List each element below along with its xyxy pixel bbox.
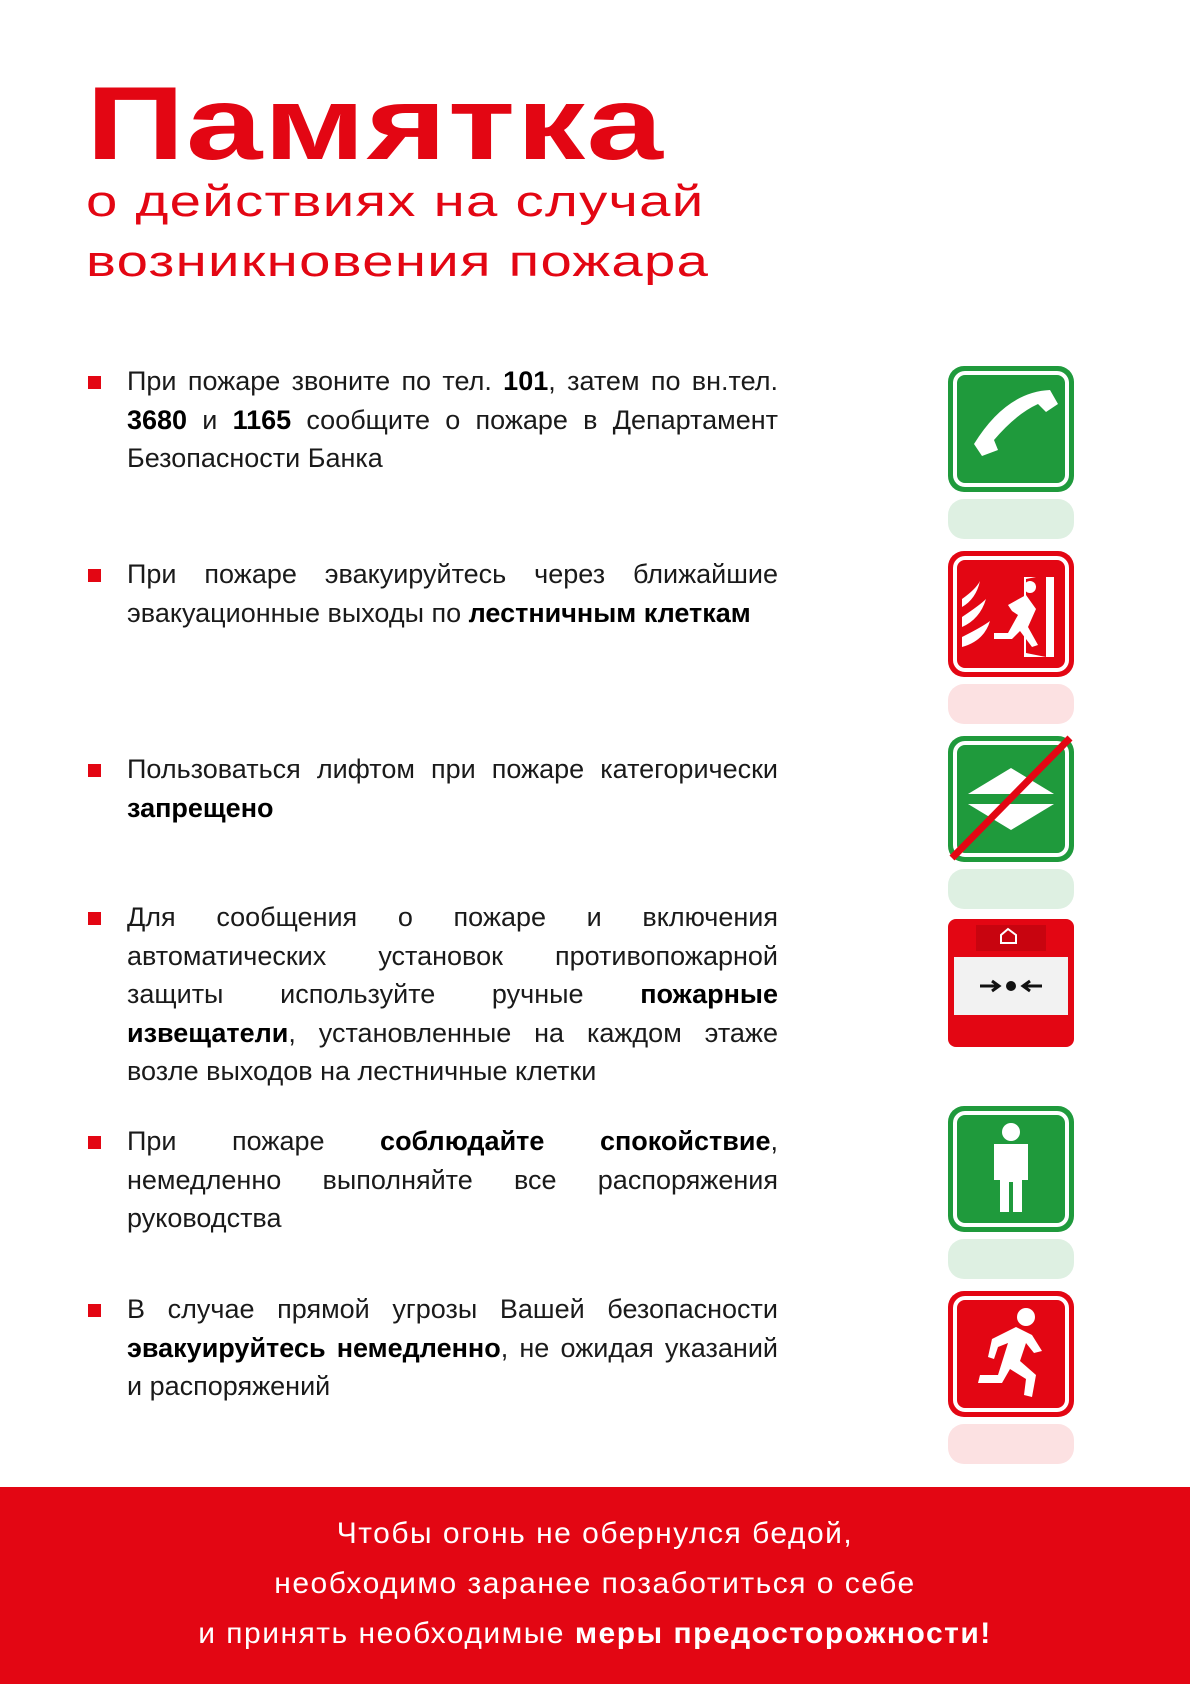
text-segment: , немедленно выполняйте все распоряжения руководства	[127, 1126, 778, 1233]
item-text	[127, 750, 778, 827]
item-text	[127, 362, 778, 478]
bullet-square-icon	[88, 376, 101, 389]
bullet-square-icon	[88, 912, 101, 925]
text-segment: Для сообщения о пожаре и включения автоматических установок противопожарной защиты используйте ручные	[127, 902, 778, 1009]
emphasis-text: запрещено	[127, 792, 274, 823]
text-segment: сообщите о пожаре в Департамент Безопасности Банка	[127, 404, 778, 473]
footer-line-3-bold: меры предосторожности!	[574, 1617, 992, 1650]
emphasis-text: пожарные извещатели	[127, 979, 778, 1048]
list-item	[88, 750, 778, 827]
list-item	[88, 362, 778, 478]
running-person-icon	[946, 1289, 1076, 1464]
bullet-square-icon	[88, 1304, 101, 1317]
text-segment: При пожаре	[127, 1126, 381, 1156]
text-segment: , затем по вн.тел.	[548, 366, 778, 396]
item-text	[127, 1122, 778, 1238]
telephone-icon	[946, 364, 1076, 539]
list-item	[88, 1290, 778, 1406]
footer-line-1: Чтобы огонь не обернулся бедой,	[336, 1517, 854, 1550]
text-segment: При пожаре эвакуируйтесь через ближайшие эвакуационные выходы по	[127, 559, 778, 628]
no-elevator-icon	[946, 734, 1076, 909]
bullet-square-icon	[88, 569, 101, 582]
text-segment: При пожаре звоните по тел.	[127, 366, 504, 396]
text-segment: , установленные на каждом этаже возле выходов на лестничные клетки	[127, 1017, 778, 1086]
footer-line-2: необходимо заранее позаботиться о себе	[274, 1567, 916, 1600]
emphasis-text: 3680	[127, 404, 188, 435]
item-text	[127, 555, 778, 632]
list-item	[88, 555, 778, 632]
text-segment: и	[187, 404, 233, 435]
manual-call-point-icon	[946, 917, 1076, 1057]
emphasis-text: эвакуируйтесь немедленно	[127, 1332, 501, 1363]
emphasis-text: 1165	[232, 404, 292, 435]
text-segment: В случае прямой угрозы Вашей безопасности	[127, 1294, 778, 1324]
fire-exit-icon	[946, 549, 1076, 724]
list-item	[88, 898, 778, 1091]
list-item	[88, 1122, 778, 1238]
item-text	[127, 1290, 778, 1406]
text-segment: Пользоваться лифтом при пожаре категорически	[127, 754, 778, 784]
emphasis-text: лестничным клеткам	[468, 597, 751, 628]
emphasis-text: 101	[503, 366, 549, 396]
footer-banner	[0, 1487, 1190, 1684]
footer-line-3	[0, 1609, 1190, 1659]
standing-person-icon	[946, 1104, 1076, 1279]
bullet-square-icon	[88, 764, 101, 777]
text-segment: , не ожидая указаний и распоряжений	[127, 1332, 778, 1401]
page-title: Памятка	[86, 66, 665, 182]
item-text	[127, 898, 778, 1091]
subtitle-line-2: возникновения пожара	[86, 237, 710, 286]
footer-line-3-prefix: и принять необходимые	[198, 1617, 575, 1650]
emphasis-text: соблюдайте спокойствие	[380, 1126, 771, 1156]
subtitle-line-1: о действиях на случай	[86, 177, 705, 226]
bullet-square-icon	[88, 1136, 101, 1149]
